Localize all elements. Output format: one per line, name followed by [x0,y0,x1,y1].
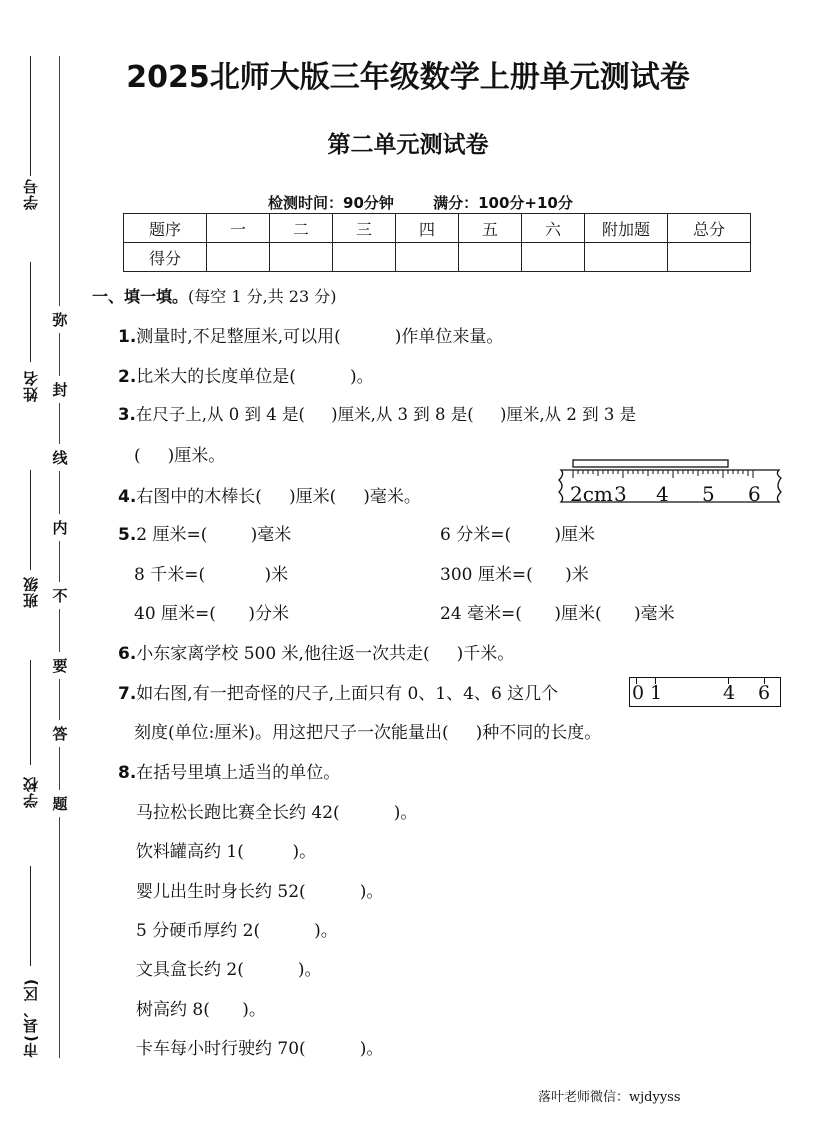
question-2 [118,362,374,387]
question-3 [118,401,636,425]
question-1 [118,322,503,347]
question-number: 7. [118,684,137,704]
question-number: 1. [118,327,137,347]
page-title: 2025北师大版三年级数学上册单元测试卷 [126,60,690,95]
score-input-cell[interactable] [668,243,751,272]
table-cell: 得分 [124,243,207,272]
question-text: 如右图,有一把奇怪的尺子,上面只有 0、1、4、6 这几个 [136,684,559,704]
score-table [123,213,751,272]
section-note: (每空 1 分,共 23 分) [188,287,337,306]
seal-char: 内 [50,514,70,541]
question-text: 测量时,不足整厘米,可以用( )作单位来量。 [136,327,504,347]
question-7 [118,679,558,704]
question-number: 5. [118,525,137,545]
score-input-cell[interactable] [522,243,585,272]
page-subtitle: 第二单元测试卷 [327,132,489,158]
table-cell: 题序 [124,214,207,243]
unit-item: 婴儿出生时身长约 52( )。 [136,882,384,902]
question-number: 2. [118,367,137,387]
seal-char: 线 [50,444,70,471]
label-school: 学校 [22,776,40,808]
score-input-cell[interactable] [396,243,459,272]
question-number: 8. [118,763,137,783]
ruler-mark: 0 [632,682,645,704]
fill-line-class[interactable] [30,470,31,570]
unit-item: 马拉松长跑比赛全长约 42( )。 [136,803,418,823]
question-text: 在尺子上,从 0 到 4 是( )厘米,从 3 到 8 是( )厘米,从 2 到 3 是 [135,405,637,424]
ruler-label: 4 [656,482,669,506]
score-input-cell[interactable] [333,243,396,272]
conversion-item: 8 千米=( )米 [134,565,289,585]
odd-ruler-figure [629,677,781,707]
table-cell: 二 [270,214,333,243]
unit-item: 饮料罐高约 1( )。 [136,842,317,862]
ruler-label: 5 [702,482,715,506]
label-name: 姓名 [22,370,40,402]
conversion-item: 300 厘米=( )米 [440,565,589,585]
seal-char: 不 [50,582,70,609]
score-table-header-row [124,214,751,243]
table-cell: 四 [396,214,459,243]
label-class: 班级 [22,576,40,608]
question-text: 小东家离学校 500 米,他往返一次共走( )千米。 [136,644,515,664]
score-input-cell[interactable] [207,243,270,272]
label-student-id: 学号 [22,178,40,210]
table-cell: 三 [333,214,396,243]
section-title: 一、填一填。 [92,287,189,306]
seal-char: 答 [50,720,70,747]
question-text: 在括号里填上适当的单位。 [136,763,341,783]
footer-contact: 落叶老师微信：wjdyyss [538,1090,681,1105]
table-cell: 附加题 [585,214,668,243]
conversion-item: 2 厘米=( )毫米 [136,525,292,545]
ruler-label: 6 [748,482,761,506]
seal-char: 要 [50,652,70,679]
ruler-mark: 6 [758,682,771,704]
exam-meta [268,192,607,213]
seal-line [59,56,60,1058]
ruler-label: 3 [614,482,627,506]
ruler-mark: 1 [650,682,663,704]
seal-char: 封 [50,376,70,403]
question-text: 比米大的长度单位是( )。 [136,367,374,387]
table-cell: 总分 [668,214,751,243]
unit-item: 5 分硬币厚约 2( )。 [136,921,338,941]
unit-item: 卡车每小时行驶约 70( )。 [136,1039,384,1059]
score-input-cell[interactable] [585,243,668,272]
question-text: 右图中的木棒长( )厘米( )毫米。 [136,487,421,507]
question-3-cont: ( )厘米。 [134,446,226,466]
seal-char: 题 [50,790,70,817]
ruler-label: 2cm [570,482,613,506]
table-cell: 五 [459,214,522,243]
conversion-item: 40 厘米=( )分米 [134,604,289,624]
seal-char: 弥 [50,306,70,333]
fill-line-city[interactable] [30,866,31,966]
unit-item: 树高约 8( )。 [136,1000,266,1020]
exam-full-score: 满分：100分+10分 [433,194,573,212]
score-input-cell[interactable] [270,243,333,272]
table-cell: 一 [207,214,270,243]
exam-time: 检测时间：90分钟 [268,194,394,212]
score-input-cell[interactable] [459,243,522,272]
question-number: 6. [118,644,137,664]
fill-line-name[interactable] [30,262,31,362]
conversion-item: 6 分米=( )厘米 [440,525,595,545]
question-number: 4. [118,487,137,507]
score-table-score-row [124,243,751,272]
question-7-cont: 刻度(单位:厘米)。用这把尺子一次能量出( )种不同的长度。 [134,723,602,743]
question-6 [118,639,514,664]
fill-line-school[interactable] [30,660,31,765]
question-4 [118,482,421,507]
ruler-mark: 4 [723,682,736,704]
label-city: 市(县、区) [22,978,40,1058]
unit-item: 文具盒长约 2( )。 [136,960,322,980]
conversion-item: 24 毫米=( )厘米( )毫米 [440,604,675,624]
section-heading [92,284,336,307]
question-number: 3. [118,405,136,424]
question-8 [118,758,340,783]
question-5 [118,520,291,545]
table-cell: 六 [522,214,585,243]
